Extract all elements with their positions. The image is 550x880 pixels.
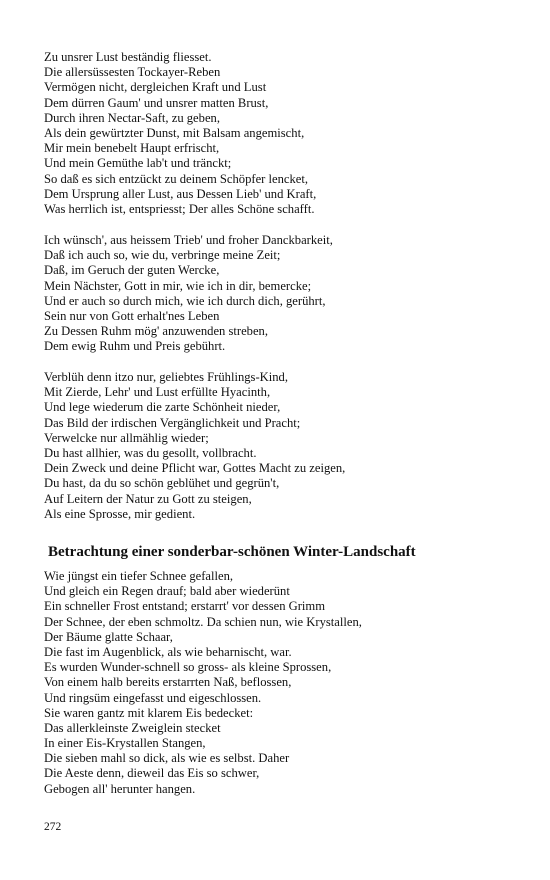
poem-line: Sie waren gantz mit klarem Eis bedecket: — [44, 705, 254, 720]
poem-line: Mit Zierde, Lehr' und Lust erfüllte Hyacinth, — [44, 385, 271, 400]
poem-stanza-4 — [44, 569, 514, 797]
poem-line: Und lege wiederum die zarte Schönheit nieder, — [44, 400, 281, 415]
poem-stanza-1 — [44, 50, 514, 217]
poem-line: Sein nur von Gott erhalt'nes Leben — [44, 308, 220, 323]
poem-line: Gebogen all' herunter hangen. — [44, 781, 196, 796]
poem-line: Und gleich ein Regen drauf; bald aber wiederünt — [44, 584, 290, 599]
poem-line: Mir mein benebelt Haupt erfrischt, — [44, 141, 220, 156]
poem-line: Daß ich auch so, wie du, verbringe meine Zeit; — [44, 248, 281, 263]
poem-line: Das Bild der irdischen Vergänglichkeit und Pracht; — [44, 415, 301, 430]
page-number: 272 — [44, 821, 62, 833]
poem-line: Vermögen nicht, dergleichen Kraft und Lust — [44, 80, 267, 95]
poem-line: Und er auch so durch mich, wie ich durch dich, gerührt, — [44, 293, 326, 308]
poem-line: Als eine Sprosse, mir gedient. — [44, 506, 196, 521]
poem-line: Verwelcke nur allmählig wieder; — [44, 430, 209, 445]
poem-line: Der Schnee, der eben schmoltz. Da schien nun, wie Krystallen, — [44, 614, 362, 629]
poem-line: Dein Zweck und deine Pflicht war, Gottes Macht zu zeigen, — [44, 461, 346, 476]
poem-line: Durch ihren Nectar-Saft, zu geben, — [44, 110, 220, 125]
poem-line: Die allersüssesten Tockayer-Reben — [44, 65, 221, 80]
poem-line: Was herrlich ist, entspriesst; Der alles Schöne schafft. — [44, 201, 315, 216]
poem-stanza-3 — [44, 370, 514, 522]
poem-line: Und ringsüm eingefasst und eigeschlossen. — [44, 690, 262, 705]
poem-line: Du hast allhier, was du gesollt, vollbracht. — [44, 445, 257, 460]
poem-line: Von einem halb bereits erstarrten Naß, beflossen, — [44, 675, 292, 690]
poem-line: Und mein Gemüthe lab't und tränckt; — [44, 156, 232, 171]
poem-line: Es wurden Wunder-schnell so gross- als kleine Sprossen, — [44, 660, 332, 675]
poem-line: Der Bäume glatte Schaar, — [44, 629, 173, 644]
poem-line: Die fast im Augenblick, als wie beharnischt, war. — [44, 644, 292, 659]
poem-line: Du hast, da du so schön geblühet und gegrün't, — [44, 476, 280, 491]
poem-line: Das allerkleinste Zweiglein stecket — [44, 720, 221, 735]
poem-line: Die Aeste denn, dieweil das Eis so schwer, — [44, 766, 260, 781]
poem-line: So daß es sich entzückt zu deinem Schöpfer lencket, — [44, 171, 309, 186]
poem-line: In einer Eis-Krystallen Stangen, — [44, 736, 206, 751]
poem-line: Dem Ursprung aller Lust, aus Dessen Lieb' und Kraft, — [44, 186, 317, 201]
poem-stanza-2 — [44, 233, 514, 355]
poem-line: Verblüh denn itzo nur, geliebtes Frühlings-Kind, — [44, 370, 288, 384]
poem-line: Mein Nächster, Gott in mir, wie ich in dir, bemercke; — [44, 278, 312, 293]
poem-line: Ich wünsch', aus heissem Trieb' und froher Danckbarkeit, — [44, 233, 333, 247]
poem-line: Zu Dessen Ruhm mög' anzuwenden streben, — [44, 324, 269, 339]
poem-line: Ein schneller Frost entstand; erstarrt' vor dessen Grimm — [44, 599, 326, 614]
poem-line: Auf Leitern der Natur zu Gott zu steigen, — [44, 491, 252, 506]
poem-line: Zu unsrer Lust beständig fliesset. — [44, 50, 212, 64]
poem-line: Dem dürren Gaum' und unsrer matten Brust, — [44, 95, 269, 110]
poem-line: Als dein gewürtzter Dunst, mit Balsam angemischt, — [44, 125, 305, 140]
poem-title: Betrachtung einer sonderbar-schönen Winter-Landschaft — [48, 544, 416, 560]
poem-line: Wie jüngst ein tiefer Schnee gefallen, — [44, 569, 234, 583]
poem-line: Daß, im Geruch der guten Wercke, — [44, 263, 220, 278]
poem-line: Dem ewig Ruhm und Preis gebührt. — [44, 339, 226, 354]
poem-line: Die sieben mahl so dick, als wie es selbst. Daher — [44, 751, 290, 766]
